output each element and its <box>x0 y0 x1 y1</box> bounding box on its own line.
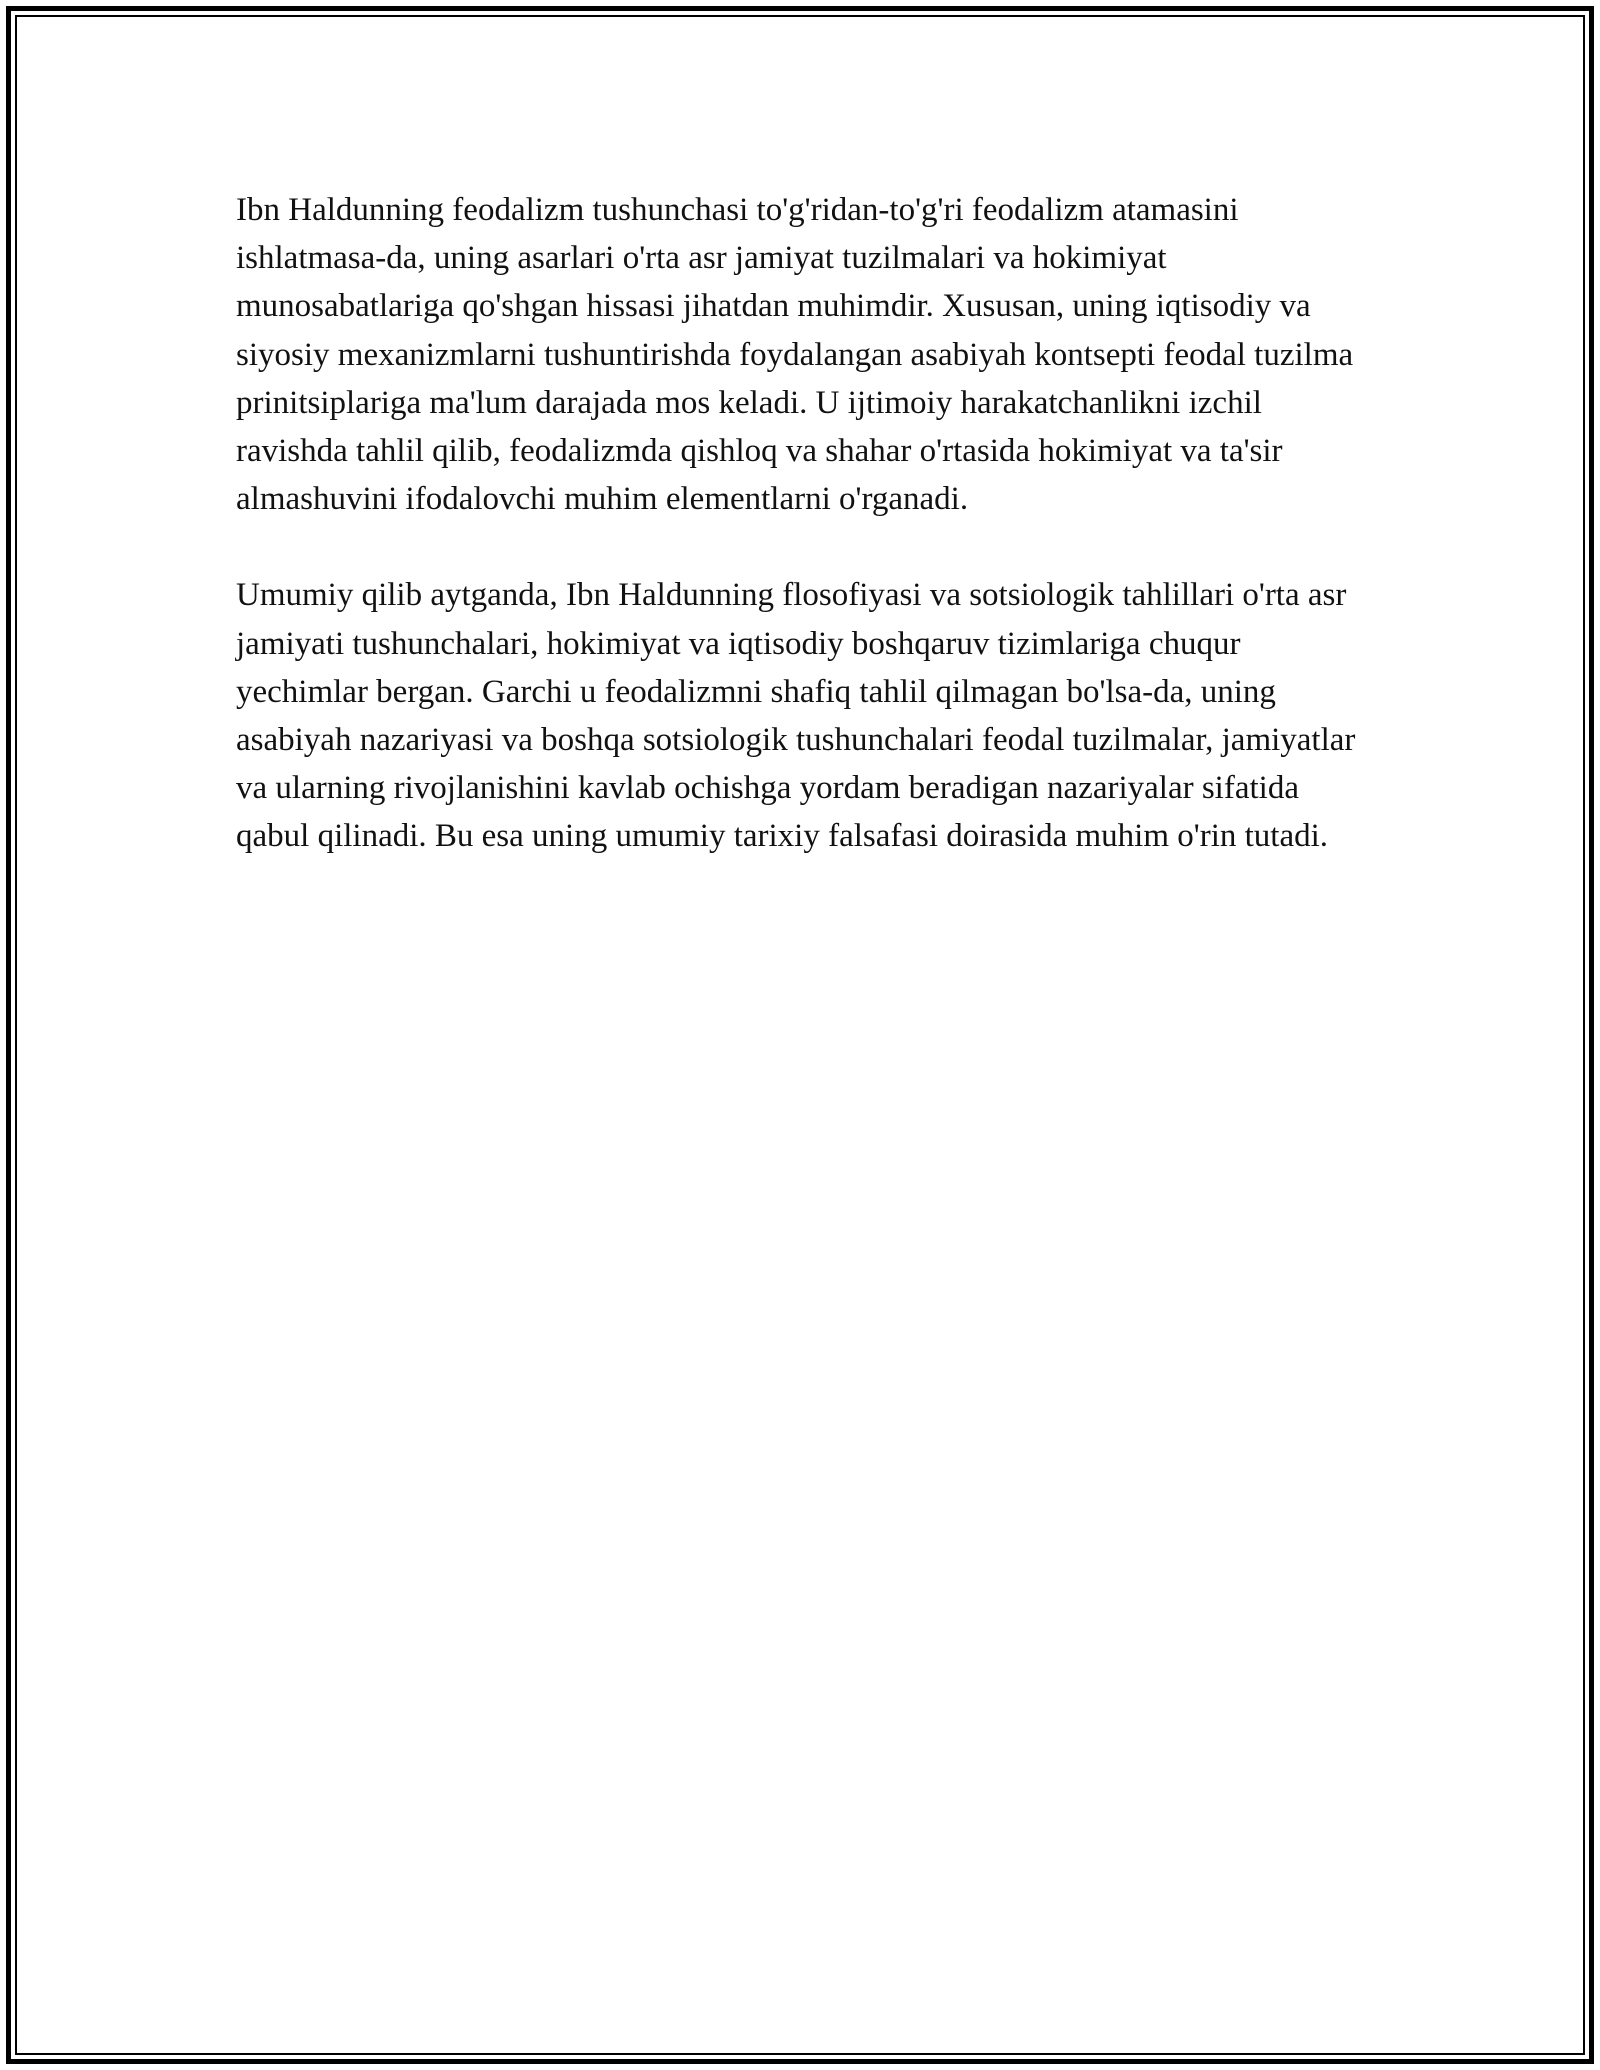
document-body <box>236 186 1376 909</box>
paragraph-1: Ibn Haldunning feodalizm tushunchasi to'g'ridan-to'g'ri feodalizm atamasini ishlatmasa-da, uning asarlari o'rta asr jamiyat tuzilmalari va hokimiyat munosabatlariga qo'shgan hissasi jihatdan muhimdir. Xususan, uning iqtisodiy va siyosiy mexanizmlarni tushuntirishda foydalangan asabiyah kontsepti feodal tuzilma prinitsiplariga ma'lum darajada mos keladi. U ijtimoiy harakatchanlikni izchil ravishda tahlil qilib, feodalizmda qishloq va shahar o'rtasida hokimiyat va ta'sir almashuvini ifodalovchi muhim elementlarni o'rganadi. <box>236 192 1354 518</box>
paragraph-2: Umumiy qilib aytganda, Ibn Haldunning flosofiyasi va sotsiologik tahlillari o'rta asr jamiyati tushunchalari, hokimiyat va iqtisodiy boshqaruv tizimlariga chuqur yechimlar bergan. Garchi u feodalizmni shafiq tahlil qilmagan bo'lsa-da, uning asabiyah nazariyasi va boshqa sotsiologik tushunchalari feodal tuzilmalar, jamiyatlar va ularning rivojlanishini kavlab ochishga yordam beradigan nazariyalar sifatida qabul qilinadi. Bu esa uning umumiy tarixiy falsafasi doirasida muhim o'rin tutadi. <box>236 577 1356 855</box>
